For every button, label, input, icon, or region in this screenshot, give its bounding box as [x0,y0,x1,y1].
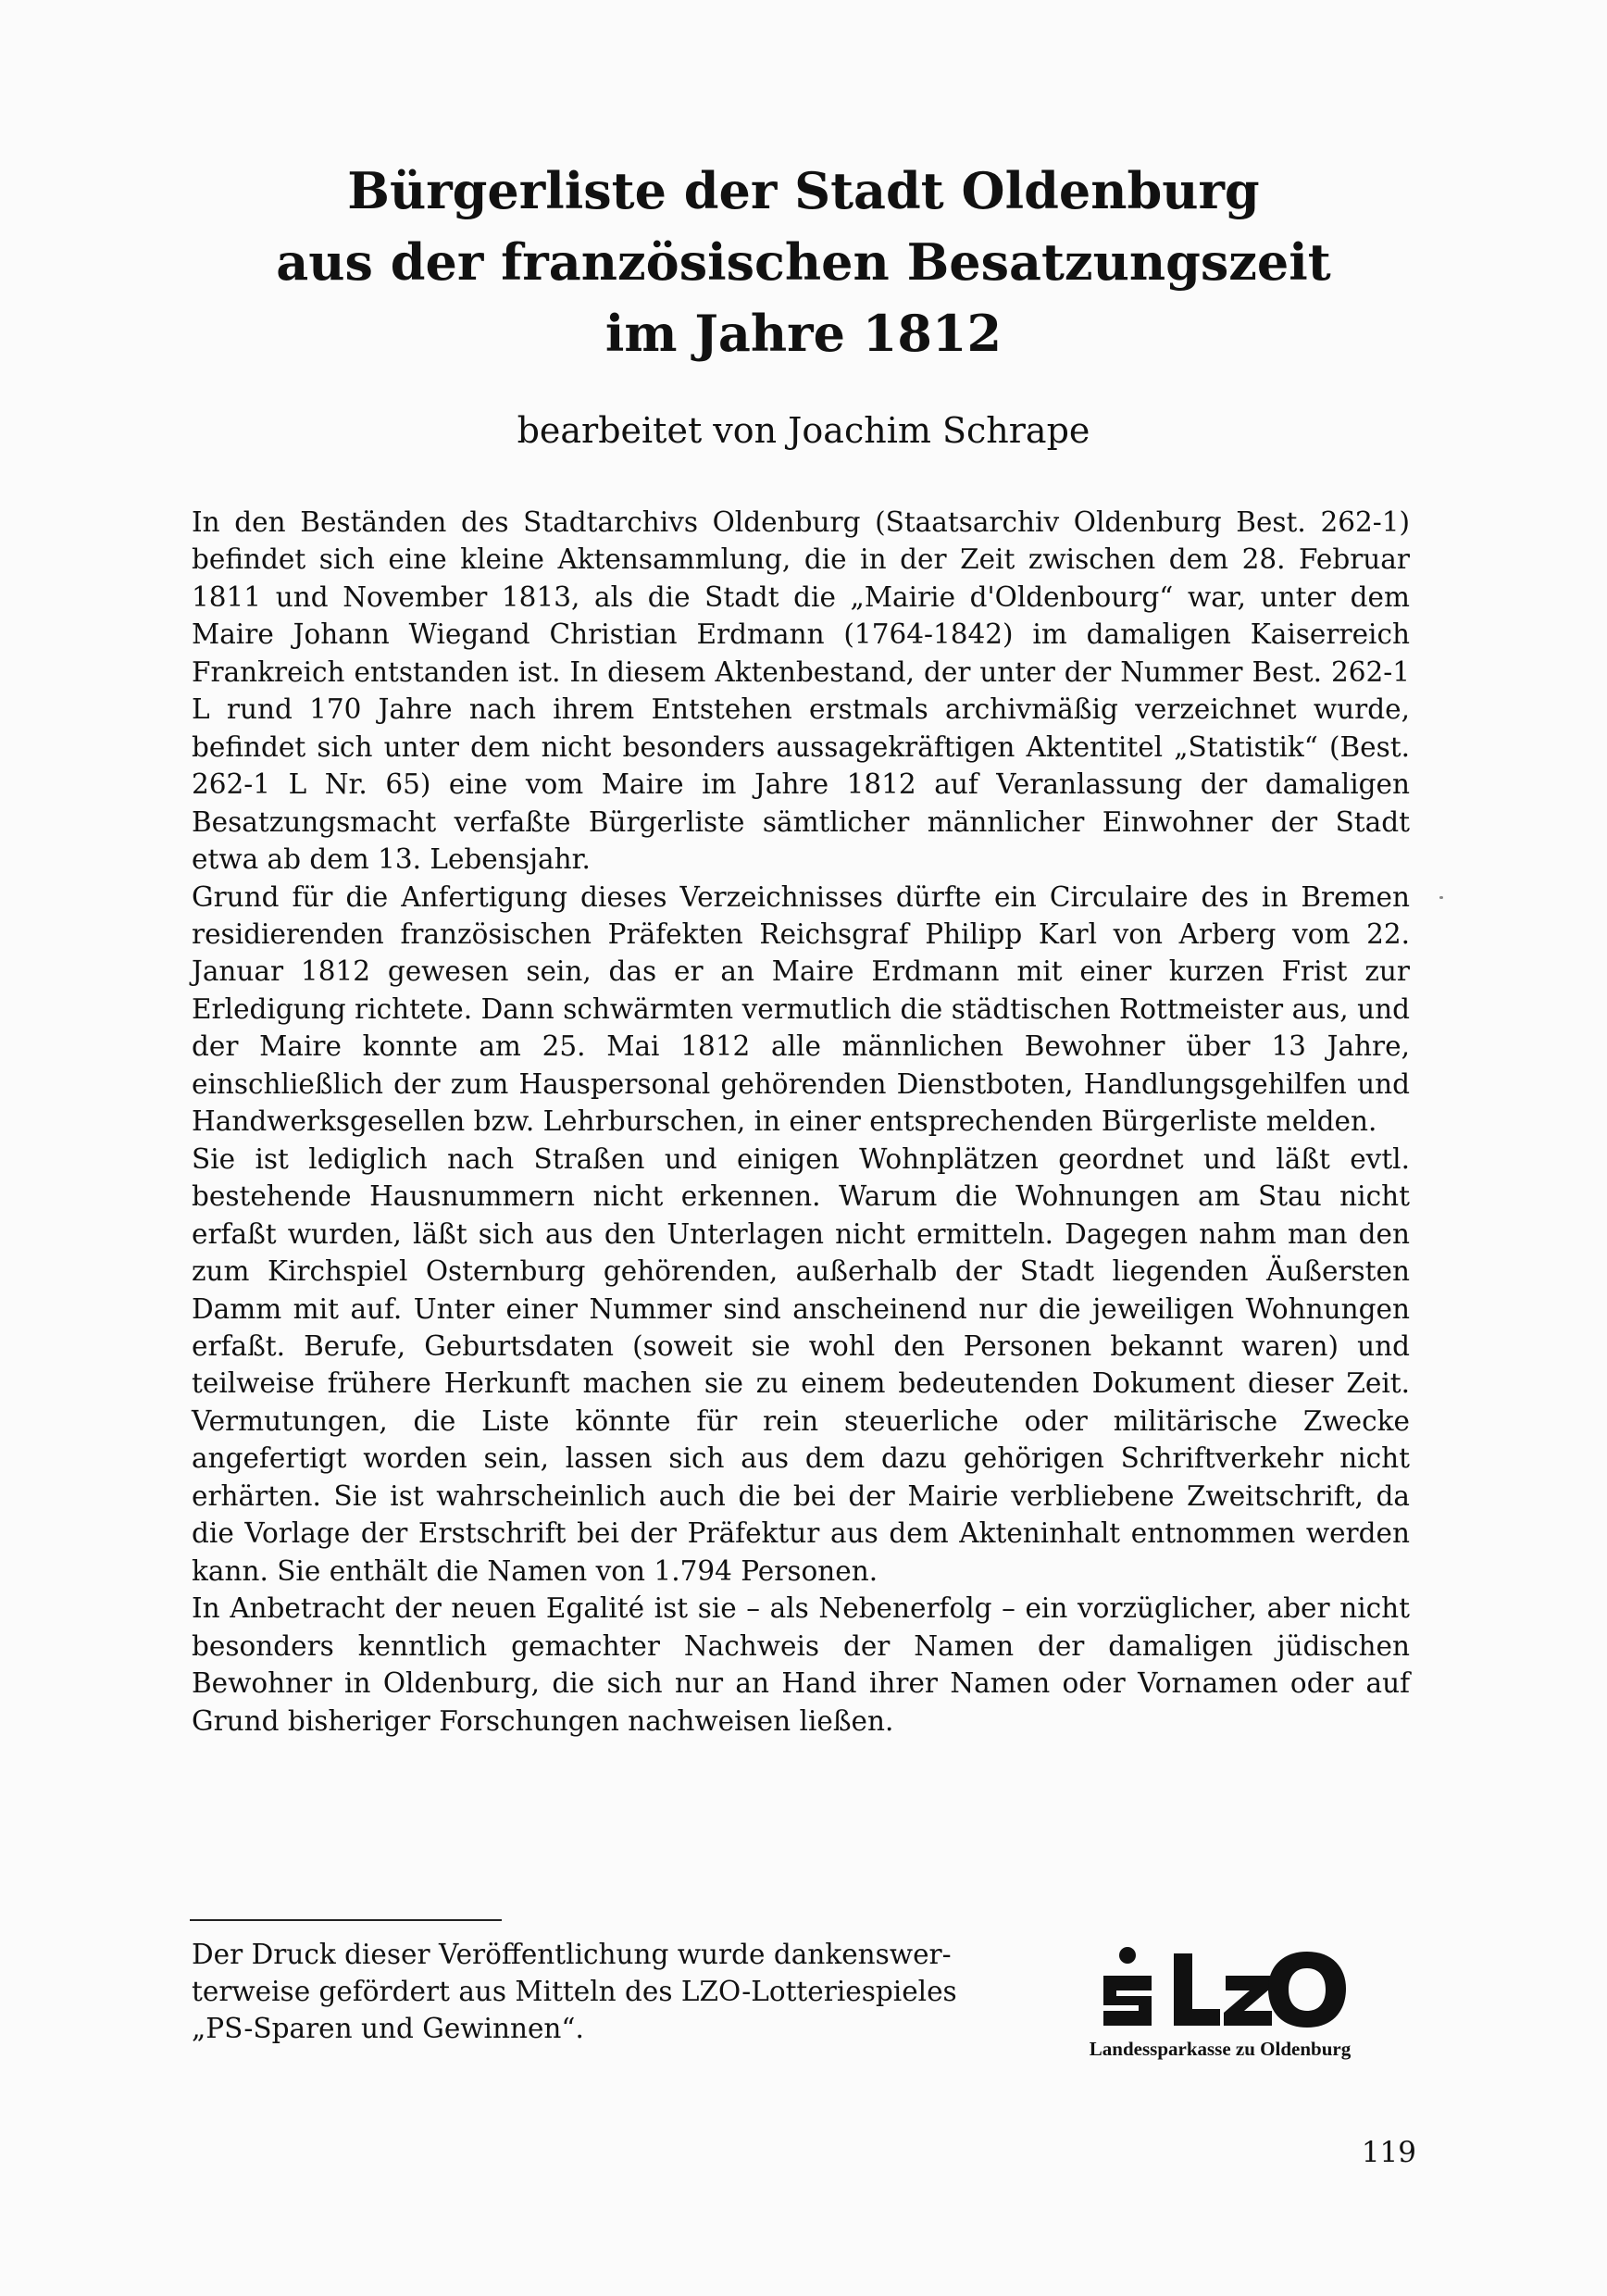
title-line: Bürgerliste der Stadt Oldenburg [347,161,1260,220]
footnote-line: „PS-Sparen und Gewinnen“. [192,2013,584,2044]
sparkasse-logo-icon [1055,1935,1389,2037]
page-number: 119 [1361,2136,1416,2169]
body-text [192,504,1410,1740]
footnote-line: Der Druck dieser Veröffentlichung wurde dankenswer- [192,1939,952,1970]
paragraph: In Anbetracht der neuen Egalité ist sie – als Nebenerfolg – ein vorzüglicher, aber nicht besonders kenntlich gemachter Nachweis der Namen der damaligen jüdischen Bewohner in Oldenburg, die sich nur an Hand ihrer Namen oder Vornamen oder auf Grund bisheriger Forschungen nachweisen ließen. [192,1592,1410,1737]
lzo-logo [1055,1935,1389,2037]
paragraph: In den Beständen des Stadtarchivs Oldenburg (Staatsarchiv Oldenburg Best. 262-1) befindet sich eine kleine Aktensammlung, die in der Zeit zwischen dem 28. Februar 1811 und November 1813, als die Stadt die „Mairie d'Oldenbourg“ war, unter dem Maire Johann Wiegand Christian Erdmann (1764-1842) im damaligen Kaiserreich Frankreich entstanden ist. In diesem Aktenbestand, der unter der Nummer Best. 262-1 L rund 170 Jahre nach ihrem Entstehen erstmals archivmäßig verzeichnet wurde, befindet sich unter dem nicht besonders aussagekräftigen Aktentitel „Statistik“ (Best. 262-1 L Nr. 65) eine vom Maire im Jahre 1812 auf Veranlassung der damaligen Besatzungsmacht verfaßte Bürgerliste sämtlicher männlicher Einwohner der Stadt etwa ab dem 13. Lebensjahr. [192,506,1410,876]
title-line: aus der französischen Besatzungszeit [276,232,1331,292]
sponsor-note [192,1936,1015,2047]
footnote-divider [190,1919,502,1921]
paragraph: Grund für die Anfertigung dieses Verzeichnisses dürfte ein Circulaire des in Bremen residierenden französischen Präfekten Reichsgraf Philipp Karl von Arberg vom 22. Januar 1812 gewesen sein, das er an Maire Erdmann mit einer kurzen Frist zur Erledigung richtete. Dann schwärmten vermutlich die städtischen Rottmeister aus, und der Maire konnte am 25. Mai 1812 alle männlichen Bewohner über 13 Jahre, einschließlich der zum Hauspersonal gehörenden Dienstboten, Handlungsgehilfen und Handwerksgesellen bzw. Lehrburschen, in einer entsprechenden Bürgerliste melden. [192,880,1410,1138]
title-line: im Jahre 1812 [604,304,1003,363]
paragraph: Sie ist lediglich nach Straßen und einigen Wohnplätzen geordnet und läßt evtl. bestehende Hausnummern nicht erkennen. Warum die Wohnungen am Stau nicht erfaßt wurden, läßt sich aus den Unterlagen nicht ermitteln. Dagegen nahm man den zum Kirchspiel Osternburg gehörenden, außerhalb der Stadt liegenden Äußersten Damm mit auf. Unter einer Nummer sind anscheinend nur die jeweiligen Wohnungen erfaßt. Berufe, Geburtsdaten (soweit sie wohl den Personen bekannt waren) und teilweise frühere Herkunft machen sie zu einem bedeutenden Dokument dieser Zeit. Vermutungen, die Liste könnte für rein steuerliche oder militärische Zwecke angefertigt worden sein, lassen sich aus dem dazu gehörigen Schriftverkehr nicht erhärten. Sie ist wahrscheinlich auch die bei der Mairie verbliebene Zweitschrift, da die Vorlage der Erstschrift bei der Präfektur aus dem Akteninhalt entnommen werden kann. Sie enthält die Namen von 1.794 Personen. [192,1142,1410,1587]
page-title [185,156,1422,369]
author-byline: bearbeitet von Joachim Schrape [517,410,1090,451]
print-speck [1439,896,1443,899]
footnote-line: terweise gefördert aus Mitteln des LZO-Lotteriespieles [192,1976,957,2007]
logo-caption: Landessparkasse zu Oldenburg [1089,2038,1352,2060]
